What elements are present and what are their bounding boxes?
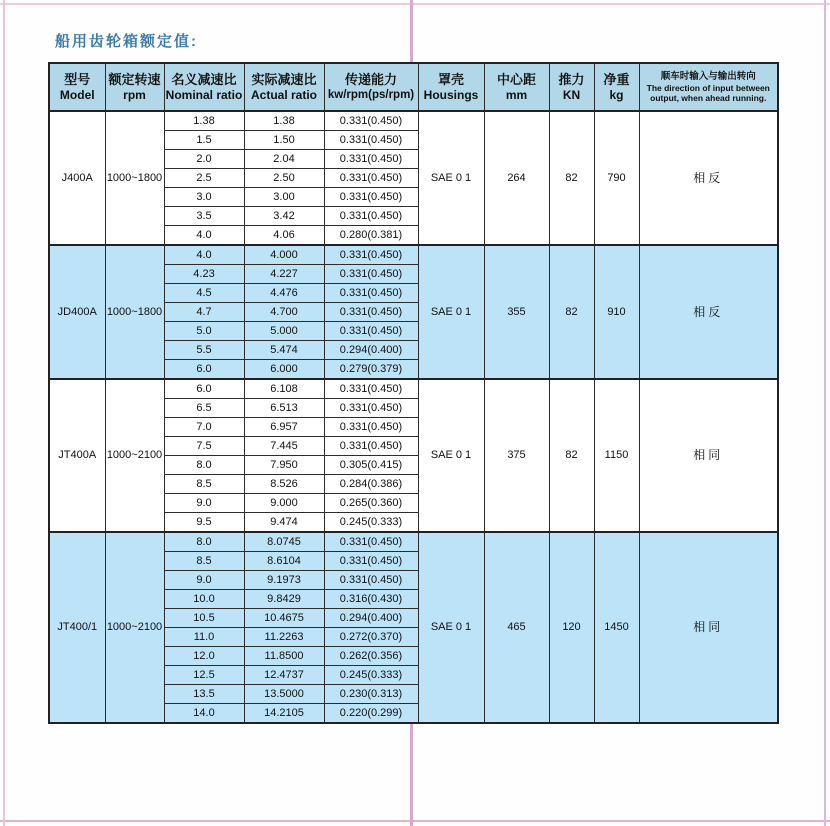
nominal-ratio-cell: 2.0	[164, 150, 244, 169]
capacity-cell: 0.262(0.356)	[324, 647, 418, 666]
col-header-en: KN	[562, 88, 581, 102]
capacity-cell: 0.272(0.370)	[324, 628, 418, 647]
actual-ratio-cell: 8.526	[244, 475, 324, 494]
capacity-cell: 0.316(0.430)	[324, 590, 418, 609]
col-header-3	[244, 63, 324, 111]
housing-cell: SAE 0 1	[418, 245, 484, 379]
capacity-cell: 0.294(0.400)	[324, 609, 418, 628]
capacity-cell: 0.280(0.381)	[324, 226, 418, 246]
header-row	[49, 63, 778, 111]
thrust-cell: 82	[549, 111, 594, 245]
col-header-6	[484, 63, 549, 111]
col-header-8	[594, 63, 639, 111]
capacity-cell: 0.331(0.450)	[324, 437, 418, 456]
nominal-ratio-cell: 6.0	[164, 379, 244, 399]
actual-ratio-cell: 3.00	[244, 188, 324, 207]
nominal-ratio-cell: 5.5	[164, 341, 244, 360]
actual-ratio-cell: 9.000	[244, 494, 324, 513]
actual-ratio-cell: 9.474	[244, 513, 324, 533]
actual-ratio-cell: 4.700	[244, 303, 324, 322]
capacity-cell: 0.331(0.450)	[324, 379, 418, 399]
actual-ratio-cell: 13.5000	[244, 685, 324, 704]
rpm-cell: 1000~1800	[105, 245, 164, 379]
nominal-ratio-cell: 14.0	[164, 704, 244, 724]
model-cell: J400A	[49, 111, 105, 245]
col-header-9	[639, 63, 778, 111]
col-header-en: kw/rpm(ps/rpm)	[327, 89, 415, 101]
col-header-0	[49, 63, 105, 111]
nominal-ratio-cell: 8.0	[164, 532, 244, 552]
capacity-cell: 0.331(0.450)	[324, 150, 418, 169]
nominal-ratio-cell: 7.5	[164, 437, 244, 456]
actual-ratio-cell: 9.8429	[244, 590, 324, 609]
capacity-cell: 0.331(0.450)	[324, 284, 418, 303]
nominal-ratio-cell: 9.5	[164, 513, 244, 533]
table-body	[49, 111, 778, 723]
capacity-cell: 0.331(0.450)	[324, 322, 418, 341]
col-header-zh: 罩壳	[437, 72, 464, 87]
capacity-cell: 0.245(0.333)	[324, 513, 418, 533]
nominal-ratio-cell: 9.0	[164, 494, 244, 513]
col-header-zh: 型号	[64, 72, 91, 87]
nominal-ratio-cell: 11.0	[164, 628, 244, 647]
col-header-en: Model	[59, 88, 95, 102]
weight-cell: 1150	[594, 379, 639, 532]
col-header-zh: 顺车时输入与输出转向	[660, 71, 756, 82]
col-header-zh: 实际减速比	[251, 72, 317, 87]
actual-ratio-cell: 6.108	[244, 379, 324, 399]
actual-ratio-cell: 1.50	[244, 131, 324, 150]
direction-cell: 相反	[639, 111, 778, 245]
col-header-en: Nominal ratio	[165, 88, 243, 102]
actual-ratio-cell: 2.50	[244, 169, 324, 188]
rpm-cell: 1000~2100	[105, 379, 164, 532]
actual-ratio-cell: 12.4737	[244, 666, 324, 685]
actual-ratio-cell: 4.476	[244, 284, 324, 303]
capacity-cell: 0.220(0.299)	[324, 704, 418, 724]
table-row	[49, 245, 778, 265]
housing-cell: SAE 0 1	[418, 111, 484, 245]
nominal-ratio-cell: 8.5	[164, 475, 244, 494]
col-header-en: mm	[505, 88, 528, 102]
col-header-en: rpm	[123, 88, 146, 102]
capacity-cell: 0.331(0.450)	[324, 131, 418, 150]
col-header-zh: 推力	[558, 72, 585, 87]
col-header-en: Housings	[423, 88, 479, 102]
capacity-cell: 0.245(0.333)	[324, 666, 418, 685]
col-header-en: The direction of input between output, when ahead running.	[646, 83, 770, 103]
col-header-zh: 额定转速	[108, 72, 161, 87]
capacity-cell: 0.230(0.313)	[324, 685, 418, 704]
capacity-cell: 0.331(0.450)	[324, 207, 418, 226]
capacity-cell: 0.294(0.400)	[324, 341, 418, 360]
capacity-cell: 0.331(0.450)	[324, 552, 418, 571]
nominal-ratio-cell: 8.0	[164, 456, 244, 475]
capacity-cell: 0.265(0.360)	[324, 494, 418, 513]
col-header-2	[164, 63, 244, 111]
actual-ratio-cell: 4.227	[244, 265, 324, 284]
col-header-zh: 名义减速比	[171, 72, 237, 87]
nominal-ratio-cell: 4.0	[164, 245, 244, 265]
actual-ratio-cell: 14.2105	[244, 704, 324, 724]
actual-ratio-cell: 11.8500	[244, 647, 324, 666]
housing-cell: SAE 0 1	[418, 379, 484, 532]
rpm-cell: 1000~2100	[105, 532, 164, 723]
actual-ratio-cell: 7.445	[244, 437, 324, 456]
nominal-ratio-cell: 12.5	[164, 666, 244, 685]
nominal-ratio-cell: 13.5	[164, 685, 244, 704]
actual-ratio-cell: 8.0745	[244, 532, 324, 552]
table-row	[49, 379, 778, 399]
capacity-cell: 0.305(0.415)	[324, 456, 418, 475]
actual-ratio-cell: 5.000	[244, 322, 324, 341]
capacity-cell: 0.331(0.450)	[324, 571, 418, 590]
capacity-cell: 0.331(0.450)	[324, 399, 418, 418]
rpm-cell: 1000~1800	[105, 111, 164, 245]
col-header-5	[418, 63, 484, 111]
nominal-ratio-cell: 5.0	[164, 322, 244, 341]
actual-ratio-cell: 5.474	[244, 341, 324, 360]
direction-cell: 相反	[639, 245, 778, 379]
thrust-cell: 120	[549, 532, 594, 723]
capacity-cell: 0.331(0.450)	[324, 303, 418, 322]
nominal-ratio-cell: 9.0	[164, 571, 244, 590]
capacity-cell: 0.331(0.450)	[324, 532, 418, 552]
capacity-cell: 0.331(0.450)	[324, 188, 418, 207]
page-border-right	[824, 0, 826, 826]
nominal-ratio-cell: 12.0	[164, 647, 244, 666]
direction-cell: 相同	[639, 379, 778, 532]
model-cell: JD400A	[49, 245, 105, 379]
nominal-ratio-cell: 7.0	[164, 418, 244, 437]
nominal-ratio-cell: 3.0	[164, 188, 244, 207]
capacity-cell: 0.331(0.450)	[324, 265, 418, 284]
page-border-left	[3, 0, 5, 826]
weight-cell: 790	[594, 111, 639, 245]
col-header-zh: 传递能力	[344, 72, 397, 87]
actual-ratio-cell: 4.000	[244, 245, 324, 265]
capacity-cell: 0.284(0.386)	[324, 475, 418, 494]
actual-ratio-cell: 1.38	[244, 111, 324, 131]
thrust-cell: 82	[549, 245, 594, 379]
actual-ratio-cell: 6.000	[244, 360, 324, 380]
nominal-ratio-cell: 1.5	[164, 131, 244, 150]
col-header-7	[549, 63, 594, 111]
table-header	[49, 63, 778, 111]
capacity-cell: 0.331(0.450)	[324, 418, 418, 437]
nominal-ratio-cell: 4.23	[164, 265, 244, 284]
nominal-ratio-cell: 10.5	[164, 609, 244, 628]
page-title: 船用齿轮箱额定值:	[55, 33, 198, 50]
center-distance-cell: 355	[484, 245, 549, 379]
actual-ratio-cell: 6.513	[244, 399, 324, 418]
thrust-cell: 82	[549, 379, 594, 532]
model-cell: JT400A	[49, 379, 105, 532]
actual-ratio-cell: 4.06	[244, 226, 324, 246]
col-header-zh: 净重	[603, 72, 630, 87]
actual-ratio-cell: 10.4675	[244, 609, 324, 628]
nominal-ratio-cell: 1.38	[164, 111, 244, 131]
nominal-ratio-cell: 4.5	[164, 284, 244, 303]
page-border-top	[0, 3, 830, 5]
nominal-ratio-cell: 2.5	[164, 169, 244, 188]
housing-cell: SAE 0 1	[418, 532, 484, 723]
nominal-ratio-cell: 8.5	[164, 552, 244, 571]
nominal-ratio-cell: 10.0	[164, 590, 244, 609]
capacity-cell: 0.331(0.450)	[324, 111, 418, 131]
table-row	[49, 532, 778, 552]
model-cell: JT400/1	[49, 532, 105, 723]
direction-cell: 相同	[639, 532, 778, 723]
capacity-cell: 0.331(0.450)	[324, 245, 418, 265]
actual-ratio-cell: 2.04	[244, 150, 324, 169]
gearbox-ratings-table	[48, 62, 779, 724]
actual-ratio-cell: 6.957	[244, 418, 324, 437]
weight-cell: 1450	[594, 532, 639, 723]
nominal-ratio-cell: 4.7	[164, 303, 244, 322]
table-row	[49, 111, 778, 131]
nominal-ratio-cell: 3.5	[164, 207, 244, 226]
col-header-zh: 中心距	[496, 72, 536, 87]
capacity-cell: 0.331(0.450)	[324, 169, 418, 188]
weight-cell: 910	[594, 245, 639, 379]
nominal-ratio-cell: 4.0	[164, 226, 244, 246]
actual-ratio-cell: 7.950	[244, 456, 324, 475]
nominal-ratio-cell: 6.0	[164, 360, 244, 380]
actual-ratio-cell: 3.42	[244, 207, 324, 226]
nominal-ratio-cell: 6.5	[164, 399, 244, 418]
actual-ratio-cell: 11.2263	[244, 628, 324, 647]
capacity-cell: 0.279(0.379)	[324, 360, 418, 380]
center-distance-cell: 465	[484, 532, 549, 723]
center-distance-cell: 264	[484, 111, 549, 245]
actual-ratio-cell: 9.1973	[244, 571, 324, 590]
actual-ratio-cell: 8.6104	[244, 552, 324, 571]
col-header-en: kg	[609, 88, 624, 102]
page-border-bottom	[0, 820, 830, 822]
col-header-en: Actual ratio	[250, 88, 317, 102]
col-header-4	[324, 63, 418, 111]
center-distance-cell: 375	[484, 379, 549, 532]
col-header-1	[105, 63, 164, 111]
